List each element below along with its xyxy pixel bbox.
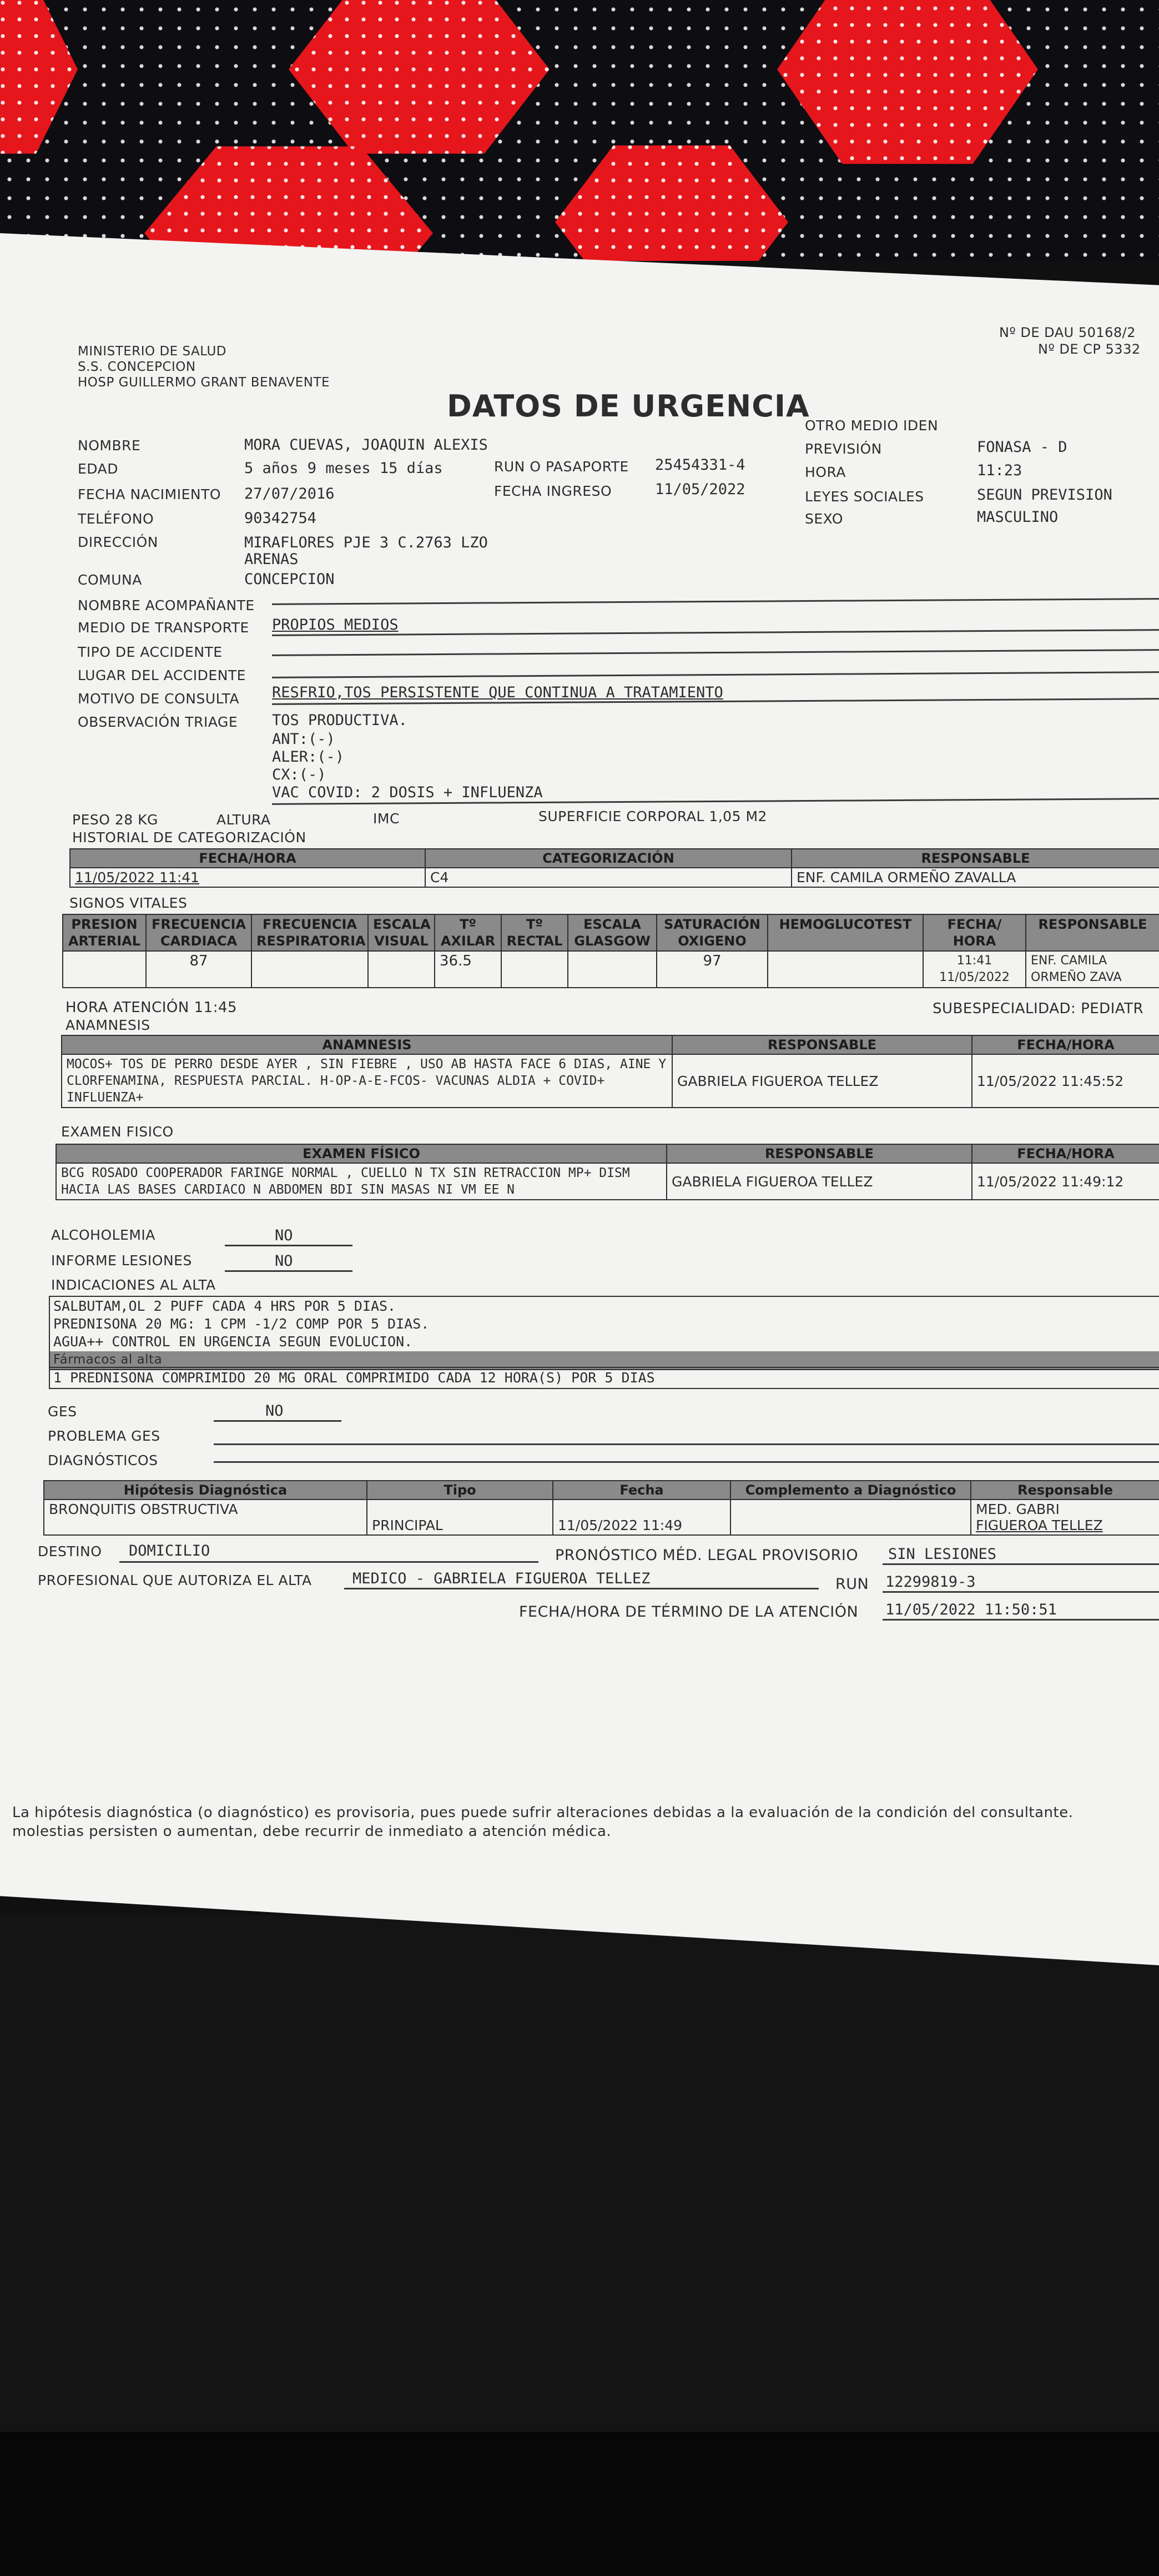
lugar-accidente-label: LUGAR DEL ACCIDENTE (78, 667, 246, 683)
table-header-row (62, 1035, 1159, 1054)
farmaco-value: 1 PREDNISONA COMPRIMIDO 20 MG ORAL COMPRIMIDO CADA 12 HORA(S) POR 5 DIAS (53, 1370, 655, 1386)
cell: 11/05/2022 11:49 (553, 1500, 730, 1535)
prevision-label: PREVISIÓN (805, 441, 882, 457)
header-cell: FECHA/ HORA (923, 914, 1026, 951)
problema-ges-label: PROBLEMA GES (48, 1428, 160, 1444)
underline (883, 1563, 1159, 1565)
cell (63, 951, 146, 988)
cell: 11:41 11/05/2022 (923, 951, 1026, 988)
hospital-name: HOSP GUILLERMO GRANT BENAVENTE (78, 375, 330, 390)
anamnesis-text: MOCOS+ TOS DE PERRO DESDE AYER , SIN FIEBRE , USO AB HASTA FACE 6 DIAS, AINE Y CLORFENAMINA, RESPUESTA PARCIAL. H-OP-A-E-FCOS- VACUNAS ALDIA + COVID+ INFLUENZA+ (62, 1054, 672, 1108)
categorizacion-section: HISTORIAL DE CATEGORIZACIÓN (72, 829, 306, 846)
cell: C4 (425, 868, 792, 887)
red-hexagon-patch (289, 0, 550, 161)
header-cell: ESCALA GLASGOW (568, 914, 657, 951)
signos-section: SIGNOS VITALES (69, 895, 188, 911)
underline (344, 1588, 819, 1589)
dau-number: Nº DE DAU 50168/2 (999, 325, 1136, 340)
underline (225, 1245, 352, 1246)
cp-number: Nº DE CP 5332 (1038, 341, 1141, 357)
fnac-label: FECHA NACIMIENTO (78, 486, 221, 502)
lesiones-label: INFORME LESIONES (51, 1252, 192, 1269)
indicacion-line: SALBUTAM,OL 2 PUFF CADA 4 HRS POR 5 DIAS. (53, 1298, 396, 1314)
red-hexagon-patch (777, 0, 1038, 172)
subespecialidad: SUBESPECIALIDAD: PEDIATR (933, 1000, 1144, 1017)
shadow-surface (0, 2432, 1159, 2576)
cell: 11/05/2022 11:45:52 (972, 1054, 1159, 1108)
header-cell: RESPONSABLE (667, 1144, 972, 1163)
underline (272, 629, 1159, 636)
table-row (44, 1500, 1159, 1535)
ges-label: GES (48, 1403, 77, 1420)
health-service: S.S. CONCEPCION (78, 360, 196, 374)
cell (768, 951, 923, 988)
indicaciones-box (49, 1296, 1159, 1370)
table-header-row (56, 1144, 1159, 1163)
responsable-line-2: FIGUEROA TELLEZ (976, 1517, 1103, 1533)
underline (214, 1420, 341, 1422)
cell (730, 1500, 971, 1535)
header-cell: Hipótesis Diagnóstica (44, 1481, 367, 1500)
telefono-label: TELÉFONO (78, 511, 154, 527)
underline (272, 671, 1159, 678)
cell: ENF. CAMILA ORMEÑO ZAVALLA (792, 868, 1159, 887)
header-cell: HEMOGLUCOTEST (768, 914, 923, 951)
comuna-value: CONCEPCION (244, 571, 335, 588)
cell: 36.5 (435, 951, 501, 988)
cell (251, 951, 368, 988)
triage-line: TOS PRODUCTIVA. (272, 712, 407, 729)
vital-signs-table (62, 914, 1159, 988)
run2-value: 12299819-3 (885, 1573, 976, 1591)
header-cell: FECHA/HORA (972, 1035, 1159, 1054)
cell: 11/05/2022 11:49:12 (972, 1163, 1159, 1200)
header-cell: Complemento a Diagnóstico (730, 1481, 971, 1500)
indicacion-line: PREDNISONA 20 MG: 1 CPM -1/2 COMP POR 5 DIAS. (53, 1316, 430, 1332)
termino-label: FECHA/HORA DE TÉRMINO DE LA ATENCIÓN (519, 1603, 859, 1621)
run-value: 25454331-4 (655, 456, 745, 474)
underline (119, 1561, 538, 1563)
table-header-row (70, 849, 1159, 868)
underline (883, 1591, 1159, 1593)
cell: ENF. CAMILA ORMEÑO ZAVA (1026, 951, 1159, 988)
profesional-value: MEDICO - GABRIELA FIGUEROA TELLEZ (352, 1570, 651, 1587)
cell (501, 951, 568, 988)
telefono-value: 90342754 (244, 510, 317, 527)
hora-value: 11:23 (977, 462, 1022, 479)
motivo-label: MOTIVO DE CONSULTA (78, 691, 240, 707)
underline (214, 1461, 1159, 1463)
underline (883, 1619, 1159, 1621)
underline (272, 649, 1159, 656)
prevision-value: FONASA - D (977, 439, 1067, 456)
triage-line: CX:(-) (272, 766, 326, 783)
lesiones-value: NO (275, 1252, 293, 1270)
leyes-value: SEGUN PREVISION (977, 486, 1112, 504)
diagnosticos-section: DIAGNÓSTICOS (48, 1452, 158, 1468)
triage-label: OBSERVACIÓN TRIAGE (78, 714, 238, 730)
edad-label: EDAD (78, 461, 118, 477)
header-cell: FECHA/HORA (70, 849, 425, 868)
table-row (63, 951, 1159, 988)
anamnesis-section: ANAMNESIS (65, 1017, 150, 1033)
cell: 87 (146, 951, 251, 988)
run2-label: RUN (835, 1576, 869, 1593)
underline (272, 598, 1159, 605)
hora-atencion: HORA ATENCIÓN 11:45 (65, 999, 238, 1016)
header-cell: SATURACIÓN OXIGENO (657, 914, 768, 951)
acompanante-label: NOMBRE ACOMPAÑANTE (78, 597, 255, 613)
examen-text: BCG ROSADO COOPERADOR FARINGE NORMAL , CUELLO N TX SIN RETRACCION MP+ DISM HACIA LAS BASES CARDIACO N ABDOMEN BDI SIN MASAS NI VM EE N (56, 1163, 667, 1200)
fingreso-value: 11/05/2022 (655, 481, 745, 498)
header-cell: Tº AXILAR (435, 914, 501, 951)
sexo-label: SEXO (805, 511, 843, 527)
fnac-value: 27/07/2016 (244, 485, 335, 502)
page-title: DATOS DE URGENCIA (447, 389, 810, 424)
direccion-value-1: MIRAFLORES PJE 3 C.2763 LZO (244, 534, 488, 551)
tipo-accidente-label: TIPO DE ACCIDENTE (78, 644, 223, 660)
header-cell: FRECUENCIA RESPIRATORIA (251, 914, 368, 951)
nombre-value: MORA CUEVAS, JOAQUIN ALEXIS (244, 436, 488, 454)
destino-value: DOMICILIO (129, 1542, 210, 1559)
examen-table (56, 1144, 1159, 1200)
ges-value: NO (265, 1402, 284, 1420)
triage-line: ANT:(-) (272, 731, 335, 748)
red-hexagon-patch (0, 0, 78, 161)
ministry: MINISTERIO DE SALUD (78, 344, 227, 359)
footer-disclaimer-2: molestias persisten o aumentan, debe recurrir de inmediato a atención médica. (12, 1823, 612, 1840)
cell (368, 951, 435, 988)
farmaco-row (49, 1367, 1159, 1389)
footer-disclaimer-1: La hipótesis diagnóstica (o diagnóstico) es provisoria, pues puede sufrir alteraciones debidas a la evaluación de la condición del consultante. (12, 1804, 1074, 1821)
altura: ALTURA (216, 812, 271, 828)
termino-value: 11/05/2022 11:50:51 (885, 1601, 1057, 1618)
table-header-row (63, 914, 1159, 951)
profesional-label: PROFESIONAL QUE AUTORIZA EL ALTA (38, 1572, 312, 1588)
triage-line: VAC COVID: 2 DOSIS + INFLUENZA (272, 784, 543, 801)
header-cell: ANAMNESIS (62, 1035, 672, 1054)
cell: BRONQUITIS OBSTRUCTIVA (44, 1500, 367, 1535)
pronostico-label: PRONÓSTICO MÉD. LEGAL PROVISORIO (555, 1547, 859, 1564)
header-cell: ESCALA VISUAL (368, 914, 435, 951)
indicaciones-section: INDICACIONES AL ALTA (51, 1277, 216, 1293)
header-cell: Tipo (367, 1481, 553, 1500)
header-cell: RESPONSABLE (792, 849, 1159, 868)
peso: PESO 28 KG (72, 812, 158, 828)
cell: PRINCIPAL (367, 1500, 553, 1535)
hora-label: HORA (805, 464, 846, 480)
header-cell: FRECUENCIA CARDIACA (146, 914, 251, 951)
header-cell: FECHA/HORA (972, 1144, 1159, 1163)
cell-responsable (971, 1500, 1159, 1535)
header-cell: RESPONSABLE (672, 1035, 972, 1054)
underline (225, 1270, 352, 1272)
cell (568, 951, 657, 988)
alcoholemia-value: NO (275, 1227, 293, 1244)
table-header-row (44, 1481, 1159, 1500)
header-cell: EXAMEN FÍSICO (56, 1144, 667, 1163)
cell: GABRIELA FIGUEROA TELLEZ (667, 1163, 972, 1200)
run-label: RUN O PASAPORTE (494, 459, 629, 475)
nombre-label: NOMBRE (78, 437, 141, 454)
indicacion-line: AGUA++ CONTROL EN URGENCIA SEGUN EVOLUCION. (53, 1334, 413, 1350)
table-row (70, 868, 1159, 887)
examen-section: EXAMEN FISICO (61, 1124, 174, 1140)
direccion-value-2: ARENAS (244, 551, 299, 568)
diagnosticos-table (43, 1480, 1159, 1536)
comuna-label: COMUNA (78, 572, 142, 588)
pronostico-value: SIN LESIONES (888, 1546, 997, 1563)
header-cell: CATEGORIZACIÓN (425, 849, 792, 868)
otro-medio-label: OTRO MEDIO IDEN (805, 417, 939, 434)
motivo-value: RESFRIO,TOS PERSISTENTE QUE CONTINUA A TRATAMIENTO (272, 684, 723, 701)
header-cell: PRESION ARTERIAL (63, 914, 146, 951)
direccion-label: DIRECCIÓN (78, 534, 158, 550)
superficie: SUPERFICIE CORPORAL 1,05 M2 (538, 808, 767, 824)
urgency-document (0, 233, 1159, 1965)
cell: 97 (657, 951, 768, 988)
polka-dot-fabric (0, 0, 1159, 261)
header-cell: Responsable (971, 1481, 1159, 1500)
transporte-value: PROPIOS MEDIOS (272, 616, 399, 633)
sexo-value: MASCULINO (977, 509, 1059, 526)
triage-line: ALER:(-) (272, 748, 345, 766)
destino-label: DESTINO (38, 1543, 102, 1559)
header-cell: Fecha (553, 1481, 730, 1500)
header-cell: Tº RECTAL (501, 914, 568, 951)
alcoholemia-label: ALCOHOLEMIA (51, 1227, 155, 1243)
transporte-label: MEDIO DE TRANSPORTE (78, 620, 249, 636)
anamnesis-table (61, 1035, 1159, 1108)
responsable-line-1: MED. GABRI (976, 1501, 1060, 1517)
categorizacion-table (69, 848, 1159, 888)
cell: GABRIELA FIGUEROA TELLEZ (672, 1054, 972, 1108)
header-cell: RESPONSABLE (1026, 914, 1159, 951)
cell: 11/05/2022 11:41 (70, 868, 425, 887)
farmacos-label: Fármacos al alta (53, 1352, 163, 1367)
imc: IMC (373, 811, 400, 827)
edad-value: 5 años 9 meses 15 días (244, 460, 443, 477)
table-row (56, 1163, 1159, 1200)
table-row (62, 1054, 1159, 1108)
leyes-label: LEYES SOCIALES (805, 489, 924, 505)
underline (214, 1443, 1159, 1445)
fingreso-label: FECHA INGRESO (494, 483, 612, 499)
